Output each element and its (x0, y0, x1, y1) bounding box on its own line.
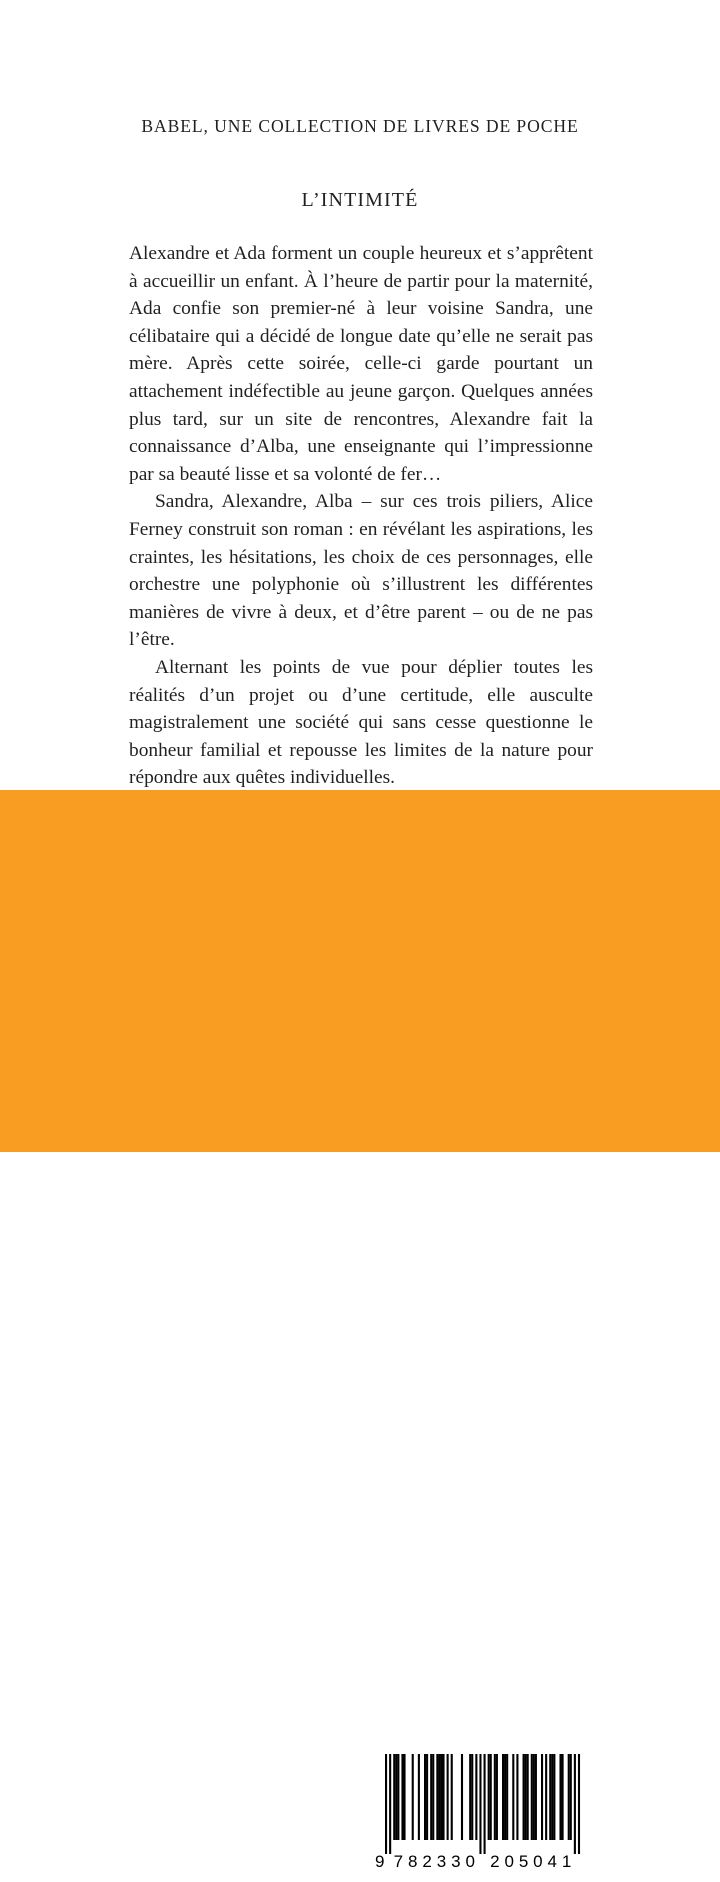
svg-text:8: 8 (407, 1852, 418, 1871)
legal-deposit-line: Dép. lég. : mai 2022 (France) (129, 1831, 305, 1848)
svg-text:0: 0 (504, 1852, 514, 1871)
blurb-paragraph-3: Alternant les points de vue pour déplier toutes les réalités d’un projet ou d’une certitude, elle ausculte magistralement une société qui sans cesse questionne le bonheur familial et repousse les limites de la nature pour répondre aux quêtes individuelles. (129, 656, 593, 789)
svg-text:7: 7 (393, 1852, 404, 1871)
price-value: 9,70 € (129, 1848, 166, 1865)
imprint-metadata (129, 1798, 304, 1882)
isbn-line: ISBN 978-2-330-20504-1 (129, 1814, 278, 1831)
imprint-book-title: L’Intimité (129, 1798, 190, 1814)
film-promo-panel (0, 790, 720, 1881)
film-title: L’Attachement (129, 1633, 250, 1654)
blurb-paragraph-2: Sandra, Alexandre, Alba – sur ces trois piliers, Alice Ferney construit son roman : en révélant les aspirations, les craintes, les hésitations, les choix de ces personnages, elle orchestre une polyphonie où s’illustrent les différentes manières de vivre à deux, et d’être parent – ou de ne pas l’être. (129, 491, 593, 651)
price-suffix: TTC France (165, 1848, 241, 1865)
svg-text:2: 2 (422, 1852, 432, 1871)
film-credits: Un film de Carine Tardieu, avec Pio Marmaï, Valeria Bruni Tedeschi, Vimala Pons, Raphaël Quenard et César Botti. (129, 1664, 580, 1710)
svg-text:0: 0 (533, 1852, 543, 1871)
imprint-logo: BABEL (129, 1765, 219, 1793)
svg-text:1: 1 (561, 1852, 572, 1871)
ean13-barcode (372, 1742, 587, 1875)
svg-text:3: 3 (436, 1852, 447, 1871)
svg-text:9: 9 (375, 1852, 385, 1871)
svg-text:5: 5 (518, 1852, 529, 1871)
price-line (129, 1848, 304, 1865)
svg-text:2: 2 (490, 1852, 500, 1871)
page-title: L’INTIMITÉ (301, 189, 419, 211)
film-screenplay-credit: Scénario de Carine Tardieu, Raphaële Moussafir et Agnès Feuvre. (129, 1711, 594, 1731)
barcode-box (372, 1742, 587, 1875)
svg-text:0: 0 (465, 1852, 475, 1871)
svg-text:3: 3 (451, 1852, 461, 1871)
blurb-paragraph-1: Alexandre et Ada forment un couple heureux et s’apprêtent à accueillir un enfant. À l’heure de partir pour la maternité, Ada confie son premier-né à leur voisine Sandra, une célibataire qui a décidé de longue date qu’elle ne serait pas mère. Après cette soirée, celle-ci garde pourtant un attachement indéfectible au jeune garçon. Quelques années plus tard, sur un site de rencontres, Alexandre fait la connaissance d’Alba, une enseignante qui l’impressionne par sa beauté lisse et sa volonté de fer… (129, 243, 593, 485)
collection-line: BABEL, UNE COLLECTION DE LIVRES DE POCHE (141, 116, 579, 136)
blurb-text (129, 240, 593, 847)
website-line: www.actes-sud.fr (129, 1864, 230, 1881)
svg-text:4: 4 (547, 1852, 558, 1871)
